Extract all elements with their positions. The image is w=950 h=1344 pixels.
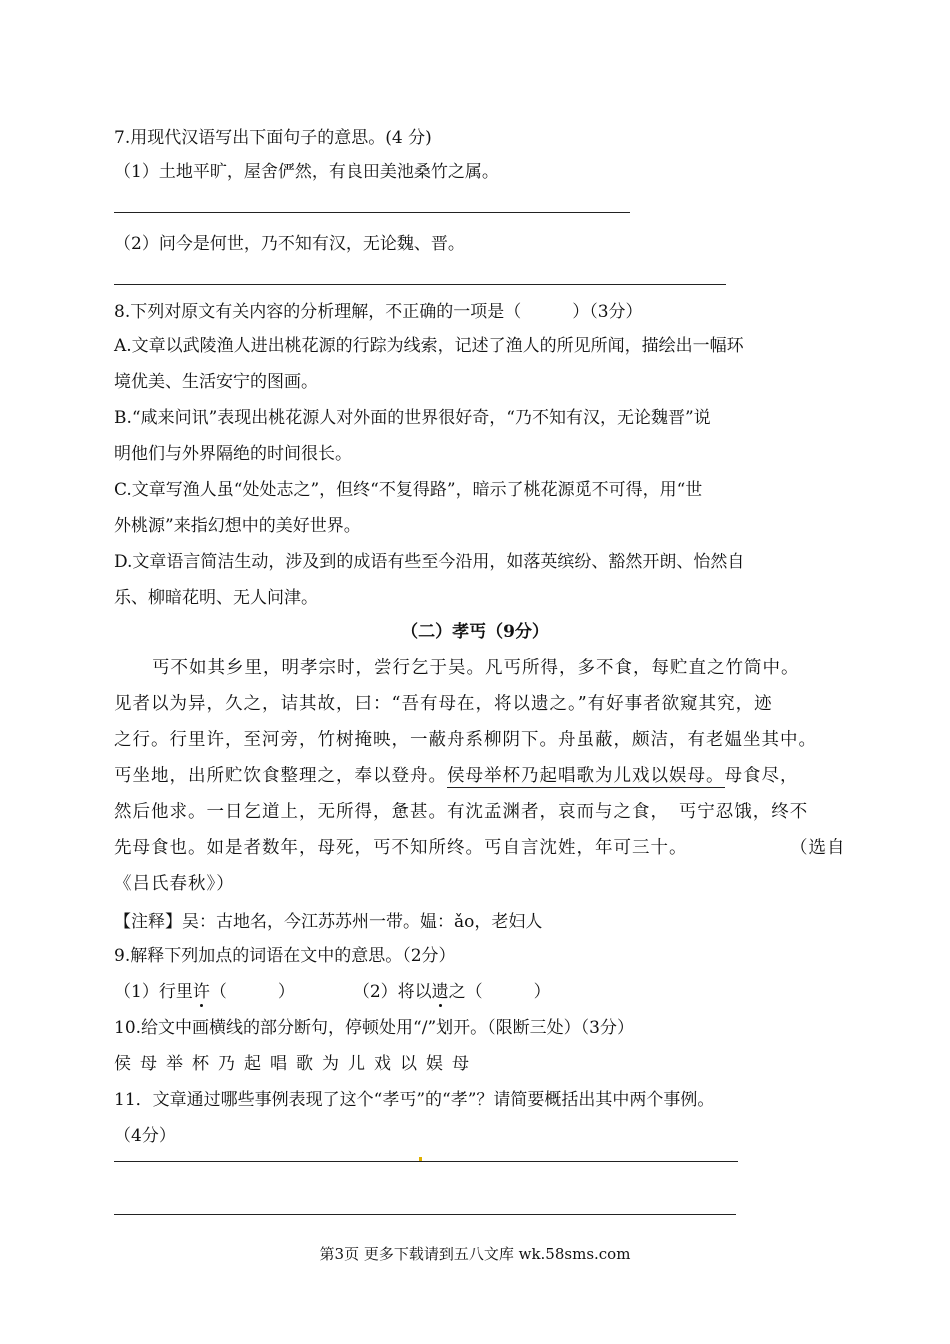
q8-option-a-line2: 境优美、生活安宁的图画。	[114, 372, 318, 392]
dotted-word: 遗	[431, 982, 449, 1002]
q9-title: 9.解释下列加点的词语在文中的意思。（2分）	[114, 946, 456, 966]
passage-line: 见者以为异，久之，诘其故，曰：“吾有母在，将以遗之。”有好事者欲窥其究，迹	[114, 694, 773, 714]
q9-item-2-blank[interactable]: 之（ ）	[448, 982, 551, 1002]
q8-option-d-line1: D.文章语言简洁生动，涉及到的成语有些至今沿用，如落英缤纷、豁然开朗、怡然自	[114, 552, 745, 572]
q11-score: （4分）	[114, 1126, 176, 1146]
answer-line[interactable]	[114, 1161, 738, 1162]
q7-sentence-2: （2）问今是何世，乃不知有汉，无论魏、晋。	[114, 234, 465, 254]
passage-text: 母食尽，	[724, 766, 799, 786]
underlined-sentence: 侯母举杯乃起唱歌为儿戏以娱母。	[447, 766, 725, 786]
answer-line[interactable]	[114, 284, 726, 285]
q8-option-c-line2: 外桃源”来指幻想中的美好世界。	[114, 516, 361, 536]
q10-sentence[interactable]: 侯母举杯乃起唱歌为儿戏以娱母	[114, 1054, 478, 1074]
q8-option-c-line1: C.文章写渔人虽“处处志之”，但终“不复得路”，暗示了桃花源觅不可得，用“世	[114, 480, 703, 500]
q9-item-1-text: （1）行里	[114, 982, 193, 1002]
q8-option-b-line2: 明他们与外界隔绝的时间很长。	[114, 444, 352, 464]
answer-line[interactable]	[114, 1214, 736, 1215]
q8-option-b-line1: B.“咸来问讯”表现出桃花源人对外面的世界很好奇，“乃不知有汉，无论魏晋”说	[114, 408, 711, 428]
answer-line[interactable]	[114, 212, 630, 213]
q9-items	[114, 980, 551, 1004]
source-prefix: （选自	[790, 838, 846, 858]
q10-title: 10.给文中画横线的部分断句，停顿处用“/”划开。（限断三处）（3分）	[114, 1018, 634, 1038]
q7-title: 7.用现代汉语写出下面句子的意思。(4 分)	[114, 128, 432, 148]
q8-title: 8.下列对原文有关内容的分析理解，不正确的一项是（ ）（3分）	[114, 302, 643, 322]
marker-dot	[419, 1157, 422, 1161]
passage-text: 丐坐地，出所贮饮食整理之，奉以登舟。	[114, 766, 447, 786]
passage-line	[114, 764, 799, 788]
page-footer: 第3页 更多下载请到五八文库 wk.58sms.com	[319, 1245, 631, 1263]
passage-line: 之行。行里许，至河旁，竹树掩映，一蔽舟系柳阴下。舟虽蔽，颇洁，有老媪坐其中。	[114, 730, 817, 750]
q7-sentence-1: （1）土地平旷，屋舍俨然，有良田美池桑竹之属。	[114, 162, 499, 182]
q9-item-1-blank[interactable]: （ ）	[209, 982, 295, 1002]
source-title: 《吕氏春秋》）	[114, 874, 235, 894]
q11-title: 11．文章通过哪些事例表现了这个“孝丐”的“孝”？请简要概括出其中两个事例。	[114, 1090, 715, 1110]
q8-option-d-line2: 乐、柳暗花明、无人问津。	[114, 588, 318, 608]
annotation-note: 【注释】吴：古地名，今江苏苏州一带。媪：ǎo，老妇人	[114, 912, 543, 932]
q9-item-2-text: （2）将以	[352, 982, 432, 1002]
passage-line: 然后他求。一日乞道上，无所得，惫甚。有沈孟渊者，哀而与之食， 丐宁忍饿，终不	[114, 802, 809, 822]
dotted-word: 许	[192, 982, 210, 1002]
passage-line: 先母食也。如是者数年，母死，丐不知所终。丐自言沈姓，年可三十。	[114, 838, 688, 858]
passage-line: 丐不如其乡里，明孝宗时，尝行乞于吴。凡丐所得，多不食，每贮直之竹筒中。	[152, 658, 800, 678]
section-title: （二）孝丐（9分）	[401, 622, 549, 642]
q8-option-a-line1: A.文章以武陵渔人进出桃花源的行踪为线索，记述了渔人的所见所闻，描绘出一幅环	[114, 336, 744, 356]
